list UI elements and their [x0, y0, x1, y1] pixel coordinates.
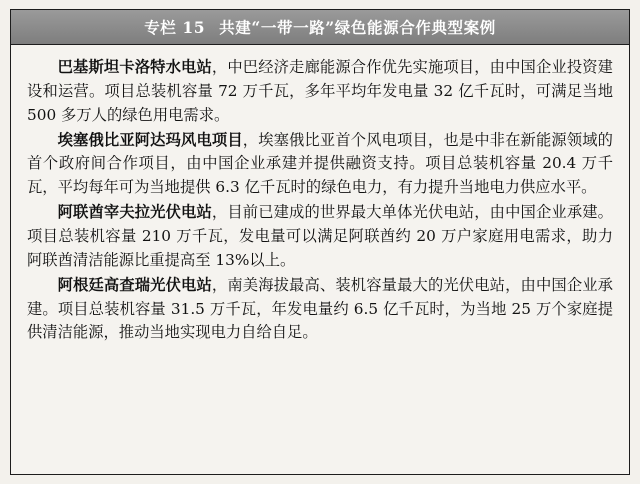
callout-body: [11, 45, 629, 474]
case-text: ，埃塞俄比亚首个风电项目，也是中非在新能源领域的首个政府间合作项目，由中国企业承建并提供融资支持。项目总装机容量 20.4 万千瓦，平均每年可为当地提供 6.3 亿千瓦时的绿色电力，有力提升当地电力供应水平。: [27, 130, 613, 197]
case-paragraph: [27, 56, 613, 128]
callout-box-label: 专栏 15: [144, 18, 206, 37]
callout-header-text: [144, 16, 496, 38]
case-text: ，南美海拔最高、装机容量最大的光伏电站，由中国企业承建。项目总装机容量 31.5 万千瓦，年发电量约 6.5 亿千瓦时，为当地 25 万个家庭提供清洁能源，推动当地实现电力自给自足。: [27, 275, 613, 342]
callout-title: 共建“一带一路”绿色能源合作典型案例: [219, 18, 496, 37]
case-text: ，中巴经济走廊能源合作优先实施项目，由中国企业投资建设和运营。项目总装机容量 72 万千瓦，多年平均年发电量 32 亿千瓦时，可满足当地 500 多万人的绿色用电需求。: [27, 58, 613, 124]
callout-box: [10, 9, 630, 475]
case-title: 埃塞俄比亚阿达玛风电项目: [57, 130, 243, 149]
case-paragraph: [27, 274, 613, 346]
case-text: ，目前已建成的世界最大单体光伏电站，由中国企业承建。项目总装机容量 210 万千瓦，发电量可以满足阿联酋约 20 万户家庭用电需求，助力阿联酋清洁能源比重提高至 13%以上。: [27, 203, 613, 269]
case-title: 阿联酋宰夫拉光伏电站: [57, 203, 212, 222]
case-title: 阿根廷高查瑞光伏电站: [57, 275, 212, 294]
callout-header: [11, 10, 629, 45]
case-paragraph: [27, 201, 613, 273]
case-title: 巴基斯坦卡洛特水电站: [57, 58, 212, 76]
case-paragraph: [27, 129, 613, 201]
